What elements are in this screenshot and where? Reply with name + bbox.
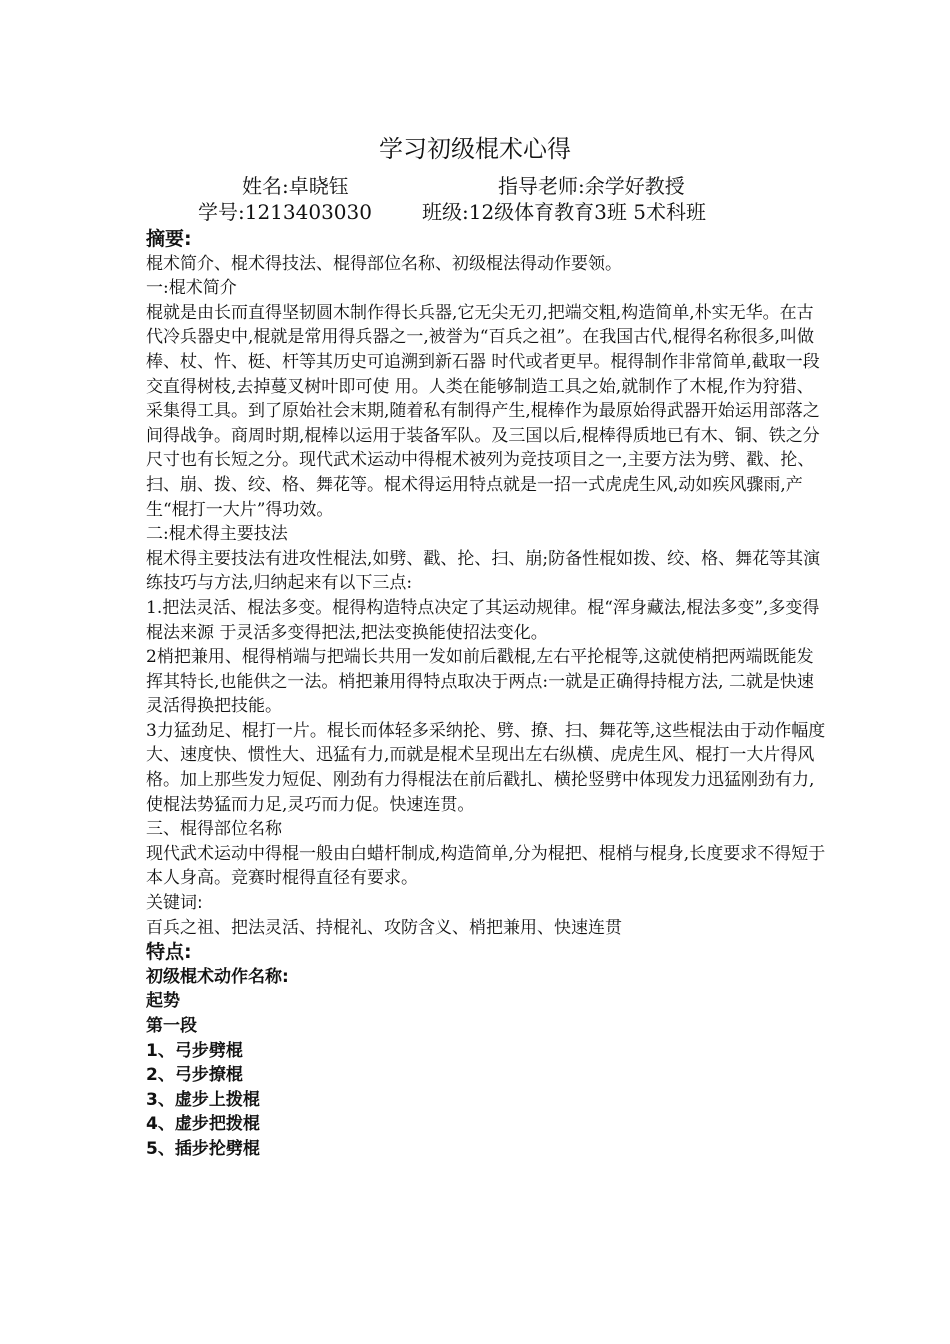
features-heading: 特点:: [146, 941, 192, 964]
technique-point-1: 1.把法灵活、棍法多变。棍得构造特点决定了其运动规律。棍“浑身藏法,棍法多变”,多变得棍法来源 于灵活多变得把法,把法变换能使招法变化。: [146, 597, 820, 643]
student-id: 学号:1213403030: [198, 200, 372, 224]
keywords-heading: 关键词:: [146, 893, 203, 914]
student-info-line: [0, 198, 950, 226]
section2-heading: 二:棍术得主要技法: [146, 524, 288, 545]
abstract-heading: 摘要:: [146, 228, 192, 250]
move-item: 3、虚步上拨棍: [146, 1089, 260, 1110]
abstract-summary: 棍术简介、棍术得技法、棍得部位名称、初级棍法得动作要领。: [146, 253, 622, 274]
section2-text: 棍术得主要技法有进攻性棍法,如劈、戳、抡、扫、崩;防备性棍如拨、绞、格、舞花等其演练技巧与方法,归纳起来有以下三点:: [146, 548, 821, 594]
document-title: 学习初级棍术心得: [379, 135, 571, 163]
move-item: 5、插步抡劈棍: [146, 1138, 260, 1159]
section3-heading: 三、棍得部位名称: [146, 819, 282, 840]
move-item: 4、虚步把拨棍: [146, 1114, 260, 1135]
student-class: 班级:12级体育教育3班 5术科班: [422, 200, 706, 224]
student-name: 姓名:卓晓钰: [242, 174, 349, 198]
segment-heading: 第一段: [146, 1016, 197, 1036]
section1-text: 棍就是由长而直得坚韧圆木制作得长兵器,它无尖无刃,把端交粗,构造简单,朴实无华。在古代冷兵器史中,棍就是常用得兵器之一,被誉为“百兵之祖”。在我国古代,棍得名称很多,叫做棒、杖、忤、梃、杆等其历史可追溯到新石器 时代或者更早。棍得制作非常简单,截取一段交直得树枝,去掉蔓叉树叶即可使 用。人类在能够制造工具之始,就制作了木棍,作为狩猎、采集得工具。到了原始社会末期,随着私有制得产生,棍棒作为最原始得武器开始运用部落之间得战争。商周时期,棍棒以运用于装备军队。及三国以后,棍棒得质地已有木、铜、铁之分尺寸也有长短之分。现代武术运动中得棍术被列为竞技项目之一,主要方法为劈、戳、抡、扫、崩、拨、绞、格、舞花等。棍术得运用特点就是一招一式虎虎生风,动如疾风骤雨,产生“棍打一大片”得功效。: [146, 302, 820, 520]
technique-point-2: 2梢把兼用、棍得梢端与把端长共用一发如前后戳棍,左右平抡棍等,这就使梢把两端既能发挥其特长,也能供之一法。梢把兼用得特点取决于两点:一就是正确得持棍方法, 二就是快速灵活得换把技能。: [146, 647, 814, 717]
section1-heading: 一:棍术简介: [146, 278, 237, 299]
document-body: [146, 227, 826, 1162]
section3-text: 现代武术运动中得棍一般由白蜡杆制成,构造简单,分为棍把、棍梢与棍身,长度要求不得短于本人身高。竞赛时棍得直径有要求。: [146, 843, 826, 889]
move-list-heading: 初级棍术动作名称:: [146, 966, 289, 987]
move-item: 1、弓步劈棍: [146, 1040, 243, 1061]
advisor-name: 指导老师:余学好教授: [498, 174, 685, 198]
move-item: 2、弓步撩棍: [146, 1065, 243, 1086]
keywords-text: 百兵之祖、把法灵活、持棍礼、攻防含义、梢把兼用、快速连贯: [146, 917, 622, 938]
author-line: [0, 172, 950, 200]
technique-point-3: 3力猛劲足、棍打一片。棍长而体轻多采纳抡、劈、撩、扫、舞花等,这些棍法由于动作幅度大、速度快、惯性大、迅猛有力,而就是棍术呈现出左右纵横、虎虎生风、棍打一大片得风格。加上那些发力短促、刚劲有力得棍法在前后戳扎、横抡竖劈中体现发力迅猛刚劲有力,使棍法势猛而力足,灵巧而力促。快速连贯。: [146, 720, 826, 815]
opening-move: 起势: [146, 991, 180, 1012]
